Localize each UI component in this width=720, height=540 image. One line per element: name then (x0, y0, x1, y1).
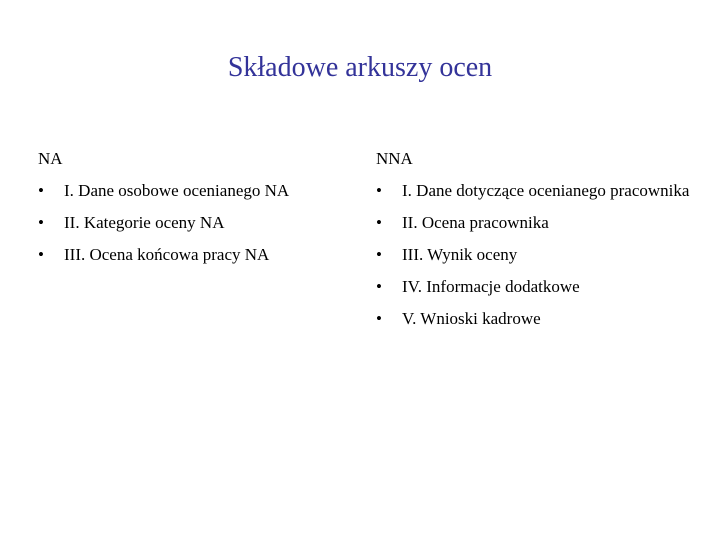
left-bullet-list (38, 180, 358, 266)
bullet-icon: • (376, 181, 382, 200)
bullet-icon: • (376, 213, 382, 232)
list-item (38, 212, 358, 234)
list-item (376, 308, 696, 330)
slide-title: Składowe arkuszy ocen (227, 52, 493, 83)
bullet-icon: • (38, 245, 44, 264)
list-item-text: I. Dane osobowe ocenianego NA (64, 181, 290, 200)
bullet-icon: • (38, 181, 44, 200)
left-column (38, 148, 358, 276)
right-column (376, 148, 696, 340)
list-item (38, 244, 358, 266)
right-column-heading: NNA (376, 149, 413, 168)
list-item-text: IV. Informacje dodatkowe (402, 277, 580, 296)
list-item-text: II. Ocena pracownika (402, 213, 549, 232)
bullet-icon: • (376, 309, 382, 328)
bullet-icon: • (38, 213, 44, 232)
list-item (376, 180, 696, 202)
list-item-text: III. Ocena końcowa pracy NA (64, 245, 270, 264)
list-item-text: III. Wynik oceny (402, 245, 518, 264)
list-item-text: II. Kategorie oceny NA (64, 213, 225, 232)
list-item (376, 276, 696, 298)
bullet-icon: • (376, 245, 382, 264)
list-item-text: V. Wnioski kadrowe (402, 309, 541, 328)
right-bullet-list (376, 180, 696, 330)
left-column-heading: NA (38, 149, 63, 168)
list-item (38, 180, 358, 202)
list-item-text: I. Dane dotyczące ocenianego pracownika (402, 181, 690, 200)
list-item (376, 244, 696, 266)
bullet-icon: • (376, 277, 382, 296)
list-item (376, 212, 696, 234)
